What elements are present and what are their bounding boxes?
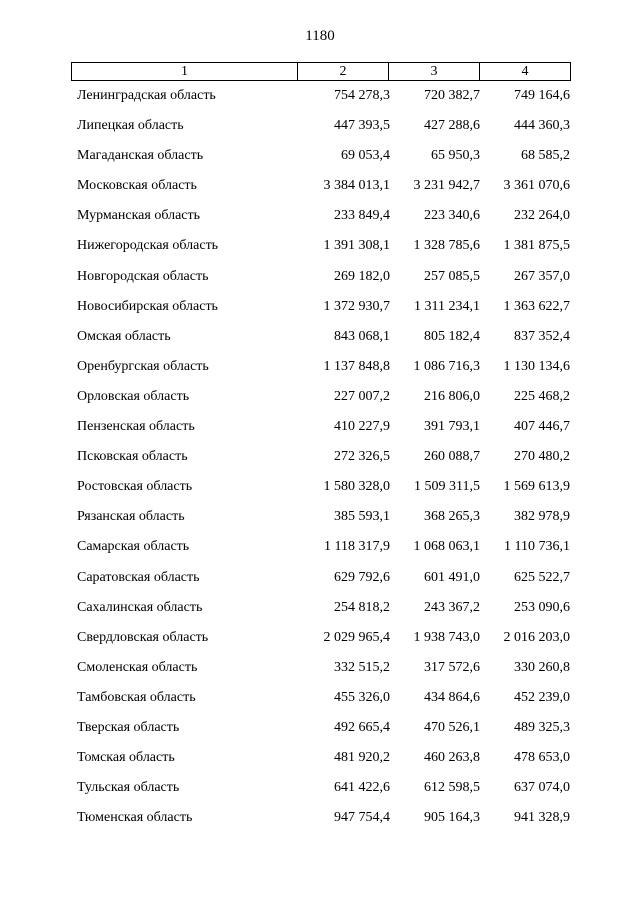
column-header-table xyxy=(71,62,571,81)
value-col-2: 629 792,6 xyxy=(334,569,390,585)
table-row xyxy=(0,625,640,655)
value-col-4: 489 325,3 xyxy=(514,719,570,735)
column-header-1: 1 xyxy=(72,63,298,81)
value-col-4: 3 361 070,6 xyxy=(503,178,570,194)
region-name: Орловская область xyxy=(77,388,190,404)
value-col-4: 225 468,2 xyxy=(514,388,570,404)
value-col-2: 754 278,3 xyxy=(334,88,390,103)
region-name: Сахалинская область xyxy=(77,599,203,615)
value-col-3: 905 164,3 xyxy=(424,810,480,826)
value-col-3: 243 367,2 xyxy=(424,599,480,615)
value-col-2: 269 182,0 xyxy=(334,268,390,284)
table-row xyxy=(0,414,640,444)
value-col-4: 382 978,9 xyxy=(514,509,570,525)
region-name: Московская область xyxy=(77,178,197,194)
value-col-3: 460 263,8 xyxy=(424,750,480,766)
value-col-4: 1 363 622,7 xyxy=(503,298,570,314)
value-col-3: 1 938 743,0 xyxy=(413,629,480,645)
table-row xyxy=(0,143,640,173)
value-col-4: 2 016 203,0 xyxy=(503,629,570,645)
value-col-4: 267 357,0 xyxy=(514,268,570,284)
value-col-3: 3 231 942,7 xyxy=(413,178,480,194)
value-col-2: 233 849,4 xyxy=(334,208,390,224)
region-name: Смоленская область xyxy=(77,659,198,675)
value-col-3: 427 288,6 xyxy=(424,118,480,134)
table-row xyxy=(0,805,640,835)
table-row xyxy=(0,444,640,474)
region-name: Новосибирская область xyxy=(77,298,218,314)
value-col-4: 253 090,6 xyxy=(514,599,570,615)
value-col-3: 1 086 716,3 xyxy=(413,358,480,374)
region-name: Ростовская область xyxy=(77,479,193,495)
region-name: Псковская область xyxy=(77,449,188,465)
region-name: Тюменская область xyxy=(77,810,193,826)
value-col-4: 941 328,9 xyxy=(514,810,570,826)
table-row xyxy=(0,685,640,715)
value-col-4: 232 264,0 xyxy=(514,208,570,224)
value-col-4: 1 381 875,5 xyxy=(503,238,570,254)
region-name: Пензенская область xyxy=(77,419,195,435)
value-col-3: 720 382,7 xyxy=(424,88,480,103)
value-col-3: 223 340,6 xyxy=(424,208,480,224)
value-col-2: 1 372 930,7 xyxy=(323,298,390,314)
value-col-2: 947 754,4 xyxy=(334,810,390,826)
column-header-row xyxy=(72,63,571,81)
region-name: Рязанская область xyxy=(77,509,185,525)
table-row xyxy=(0,595,640,625)
value-col-2: 3 384 013,1 xyxy=(323,178,390,194)
region-name: Мурманская область xyxy=(77,208,201,224)
table-row xyxy=(0,294,640,324)
value-col-3: 1 509 311,5 xyxy=(414,479,480,495)
table-row xyxy=(0,565,640,595)
value-col-2: 2 029 965,4 xyxy=(323,629,390,645)
region-name: Нижегородская область xyxy=(77,238,219,254)
table-row xyxy=(0,324,640,354)
region-name: Тверская область xyxy=(77,719,180,735)
region-name: Тульская область xyxy=(77,780,180,796)
value-col-2: 254 818,2 xyxy=(334,599,390,615)
value-col-2: 843 068,1 xyxy=(334,328,390,344)
region-name: Омская область xyxy=(77,328,171,344)
value-col-3: 1 328 785,6 xyxy=(413,238,480,254)
table-row xyxy=(0,384,640,414)
table-row xyxy=(0,173,640,203)
value-col-2: 481 920,2 xyxy=(334,750,390,766)
value-col-4: 1 569 613,9 xyxy=(503,479,570,495)
value-col-3: 1 068 063,1 xyxy=(413,539,480,555)
value-col-2: 1 580 328,0 xyxy=(323,479,390,495)
value-col-2: 332 515,2 xyxy=(334,659,390,675)
value-col-3: 216 806,0 xyxy=(424,388,480,404)
value-col-4: 452 239,0 xyxy=(514,689,570,705)
value-col-3: 317 572,6 xyxy=(424,659,480,675)
value-col-3: 260 088,7 xyxy=(424,449,480,465)
value-col-4: 625 522,7 xyxy=(514,569,570,585)
value-col-4: 837 352,4 xyxy=(514,328,570,344)
column-header-2: 2 xyxy=(298,63,389,81)
value-col-2: 447 393,5 xyxy=(334,118,390,134)
value-col-3: 65 950,3 xyxy=(431,148,480,164)
region-name: Тамбовская область xyxy=(77,689,196,705)
value-col-3: 470 526,1 xyxy=(424,719,480,735)
value-col-3: 391 793,1 xyxy=(424,419,480,435)
value-col-4: 330 260,8 xyxy=(514,659,570,675)
column-header-3: 3 xyxy=(389,63,480,81)
value-col-4: 1 110 736,1 xyxy=(504,539,570,555)
value-col-4: 478 653,0 xyxy=(514,750,570,766)
table-row xyxy=(0,534,640,564)
value-col-2: 455 326,0 xyxy=(334,689,390,705)
region-name: Ленинградская область xyxy=(77,88,216,103)
value-col-3: 805 182,4 xyxy=(424,328,480,344)
table-row xyxy=(0,113,640,143)
data-rows xyxy=(0,83,640,835)
value-col-2: 1 391 308,1 xyxy=(323,238,390,254)
region-name: Новгородская область xyxy=(77,268,209,284)
value-col-2: 227 007,2 xyxy=(334,388,390,404)
table-row xyxy=(0,83,640,113)
value-col-2: 641 422,6 xyxy=(334,780,390,796)
region-name: Саратовская область xyxy=(77,569,200,585)
table-row xyxy=(0,745,640,775)
value-col-4: 637 074,0 xyxy=(514,780,570,796)
value-col-2: 1 137 848,8 xyxy=(323,358,390,374)
value-col-4: 1 130 134,6 xyxy=(503,358,570,374)
table-row xyxy=(0,474,640,504)
value-col-2: 385 593,1 xyxy=(334,509,390,525)
value-col-2: 410 227,9 xyxy=(334,419,390,435)
table-row xyxy=(0,354,640,384)
table-row xyxy=(0,655,640,685)
table-row xyxy=(0,775,640,805)
value-col-4: 749 164,6 xyxy=(514,88,570,103)
value-col-2: 69 053,4 xyxy=(341,148,390,164)
value-col-3: 601 491,0 xyxy=(424,569,480,585)
value-col-3: 257 085,5 xyxy=(424,268,480,284)
region-name: Свердловская область xyxy=(77,629,209,645)
column-header-4: 4 xyxy=(480,63,571,81)
value-col-2: 272 326,5 xyxy=(334,449,390,465)
table-row xyxy=(0,264,640,294)
value-col-4: 270 480,2 xyxy=(514,449,570,465)
table-row xyxy=(0,203,640,233)
value-col-3: 434 864,6 xyxy=(424,689,480,705)
table-row xyxy=(0,233,640,263)
value-col-2: 492 665,4 xyxy=(334,719,390,735)
value-col-2: 1 118 317,9 xyxy=(324,539,390,555)
value-col-4: 444 360,3 xyxy=(514,118,570,134)
table-row xyxy=(0,504,640,534)
page-number: 1180 xyxy=(305,28,335,44)
region-name: Оренбургская область xyxy=(77,358,209,374)
table-row xyxy=(0,715,640,745)
value-col-3: 368 265,3 xyxy=(424,509,480,525)
value-col-3: 612 598,5 xyxy=(424,780,480,796)
value-col-4: 68 585,2 xyxy=(521,148,570,164)
region-name: Липецкая область xyxy=(77,118,184,134)
region-name: Томская область xyxy=(77,750,175,766)
value-col-4: 407 446,7 xyxy=(514,419,570,435)
region-name: Самарская область xyxy=(77,539,190,555)
value-col-3: 1 311 234,1 xyxy=(414,298,480,314)
region-name: Магаданская область xyxy=(77,148,204,164)
